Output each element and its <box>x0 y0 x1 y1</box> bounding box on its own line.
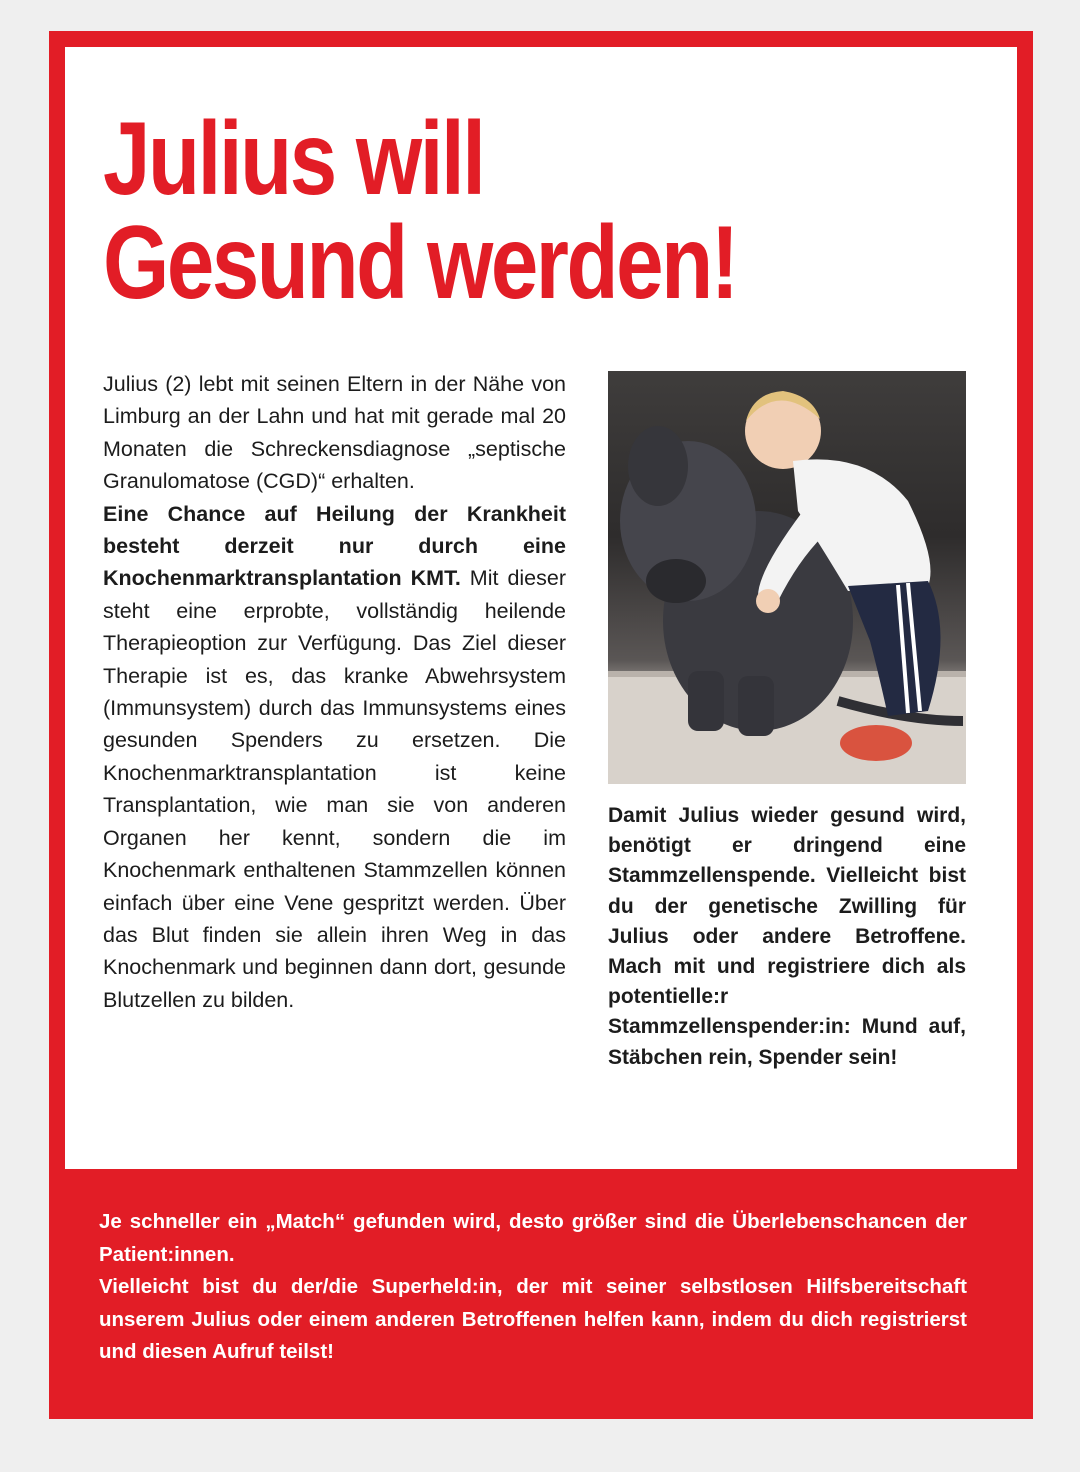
headline-line-1: Julius will <box>103 101 484 217</box>
intro-paragraph: Julius (2) lebt mit seinen Eltern in der Nähe von Limburg an der Lahn und hat mit gerade mal 20 Monaten die Schreckensdiagnose „septische Granulomatose (CGD)“ erhalten. <box>103 372 566 494</box>
treatment-paragraph <box>103 498 566 1017</box>
treatment-body: Mit dieser steht eine erprobte, vollständig heilende Therapieoption zur Verfügung. Das Ziel dieser Therapie ist es, das kranke Abwehrsystem (Immunsystem) durch das Immunsystems eines gesunden Spenders zu ersetzen. Die Knochenmarktransplantation ist keine Transplantation, wie man sie von anderen Organen her kennt, sondern die im Knochenmark enthaltenen Stammzellen können einfach über eine Vene gespritzt werden. Über das Blut finden sie allein ihren Weg in das Knochenmark und beginnen dann dort, gesunde Blutzellen zu bilden. <box>103 566 566 1012</box>
headline <box>103 101 841 321</box>
photo-boy-with-dog <box>608 371 966 784</box>
poster-content-area <box>65 47 1017 1169</box>
headline-line-2: Gesund werden! <box>103 205 737 321</box>
footer-line-1: Je schneller ein „Match“ gefunden wird, desto größer sind die Überlebenschancen der Patient:innen. <box>99 1210 967 1266</box>
poster-frame <box>49 31 1033 1419</box>
photo-illustration <box>608 371 966 784</box>
call-to-action-text: Damit Julius wieder gesund wird, benötigt er dringend eine Stammzellenspende. Vielleicht bist du der genetische Zwilling für Julius oder andere Betroffene. Mach mit und registriere dich als potentielle:r Stammzellenspender:in: Mund auf, Stäbchen rein, Spender sein! <box>608 804 966 1069</box>
main-article-text <box>103 368 566 1016</box>
footer-line-2: Vielleicht bist du der/die Superheld:in, der mit seiner selbstlosen Hilfsbereitschaft unserem Julius oder einem anderen Betroffenen helfen kann, indem du dich registrierst und diesen Aufruf teilst! <box>99 1275 967 1364</box>
footer-appeal <box>99 1206 967 1369</box>
treatment-bold-lead: Eine Chance auf Heilung der Krankheit besteht derzeit nur durch eine Knochenmarktransplantation KMT. <box>103 501 566 591</box>
